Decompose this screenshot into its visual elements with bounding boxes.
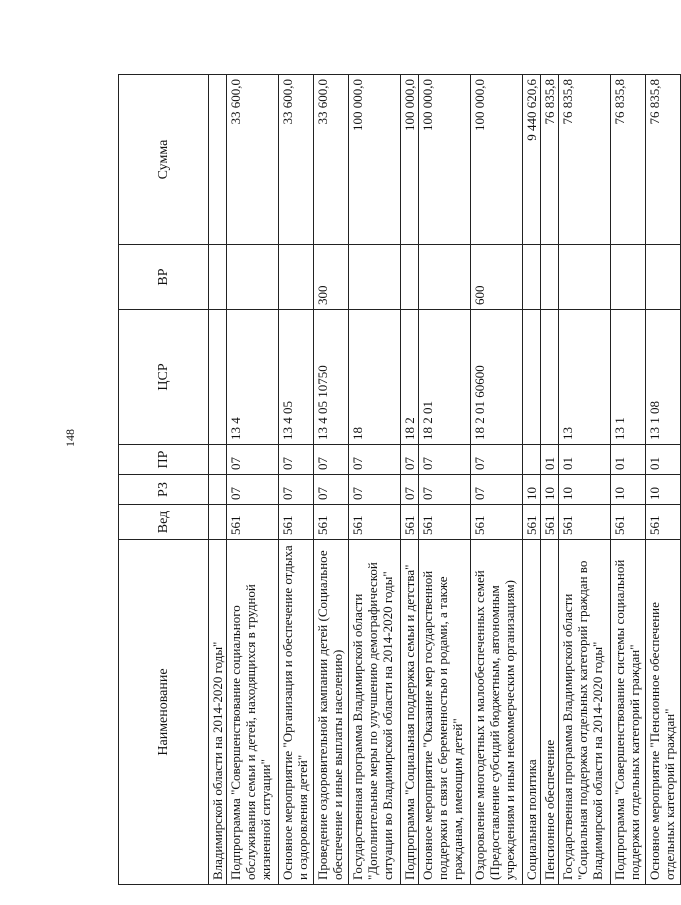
cell-vr xyxy=(209,245,227,310)
cell-rz: 10 xyxy=(523,475,541,505)
table-row xyxy=(559,75,611,885)
cell-rz: 07 xyxy=(227,475,279,505)
cell-csr: 13 4 05 10750 xyxy=(314,310,349,445)
cell-rz: 10 xyxy=(646,475,681,505)
cell-rz: 07 xyxy=(314,475,349,505)
table-row xyxy=(209,75,227,885)
cell-sum: 76 835,8 xyxy=(611,75,646,245)
cell-sum xyxy=(209,75,227,245)
cell-name: Подпрограмма "Социальная поддержка семьи и детства" xyxy=(401,540,419,885)
cell-vr xyxy=(279,245,314,310)
cell-vr xyxy=(523,245,541,310)
cell-vr xyxy=(559,245,611,310)
cell-sum: 100 000,0 xyxy=(471,75,523,245)
cell-rz: 10 xyxy=(611,475,646,505)
cell-name: Оздоровление многодетных и малообеспеченных семей (Предоставление субсидий бюджетным, автономным учреждениям и иным некоммерческим организациям) xyxy=(471,540,523,885)
table-row xyxy=(349,75,401,885)
cell-pr xyxy=(209,445,227,475)
cell-csr: 13 4 05 xyxy=(279,310,314,445)
cell-pr: 07 xyxy=(401,445,419,475)
cell-vr xyxy=(401,245,419,310)
cell-sum: 76 835,8 xyxy=(646,75,681,245)
cell-sum: 100 000,0 xyxy=(401,75,419,245)
page-number: 148 xyxy=(63,429,77,447)
cell-name: Владимирской области на 2014-2020 годы" xyxy=(209,540,227,885)
cell-sum: 100 000,0 xyxy=(349,75,401,245)
table-row xyxy=(471,75,523,885)
cell-sum: 100 000,0 xyxy=(419,75,471,245)
cell-ved: 561 xyxy=(279,505,314,540)
cell-pr: 07 xyxy=(227,445,279,475)
cell-sum: 33 600,0 xyxy=(227,75,279,245)
header-name: Наименование xyxy=(119,540,209,885)
cell-name: Проведение оздоровительной кампании детей (Социальное обеспечение и иные выплаты населению) xyxy=(314,540,349,885)
cell-pr: 07 xyxy=(279,445,314,475)
cell-ved: 561 xyxy=(611,505,646,540)
cell-csr: 13 1 xyxy=(611,310,646,445)
header-rz: РЗ xyxy=(119,475,209,505)
cell-name: Подпрограмма "Совершенствование социального обслуживания семьи и детей, находящихся в трудной жизненной ситуации" xyxy=(227,540,279,885)
cell-name: Основное мероприятие "Оказание мер государственной поддержки в связи с беременностью и родами, а также гражданам, имеющим детей" xyxy=(419,540,471,885)
table-row xyxy=(279,75,314,885)
header-sum: Сумма xyxy=(119,75,209,245)
rotated-table-container xyxy=(118,75,677,885)
header-vr: ВР xyxy=(119,245,209,310)
cell-rz xyxy=(209,475,227,505)
cell-rz: 07 xyxy=(279,475,314,505)
cell-sum: 76 835,8 xyxy=(559,75,611,245)
cell-ved xyxy=(209,505,227,540)
cell-csr xyxy=(523,310,541,445)
header-ved: Вед xyxy=(119,505,209,540)
cell-csr: 18 2 xyxy=(401,310,419,445)
cell-vr xyxy=(646,245,681,310)
cell-pr: 01 xyxy=(559,445,611,475)
cell-csr: 18 2 01 xyxy=(419,310,471,445)
cell-csr xyxy=(541,310,559,445)
cell-ved: 561 xyxy=(314,505,349,540)
table-row xyxy=(419,75,471,885)
cell-csr: 13 4 xyxy=(227,310,279,445)
cell-ved: 561 xyxy=(559,505,611,540)
cell-name: Подпрограмма "Совершенствование системы социальной поддержки отдельных категорий граждан" xyxy=(611,540,646,885)
cell-name: Основное мероприятие "Пенсионное обеспечение отдельных категорий граждан" xyxy=(646,540,681,885)
table-row xyxy=(401,75,419,885)
cell-vr: 600 xyxy=(471,245,523,310)
table-row xyxy=(523,75,541,885)
cell-sum: 33 600,0 xyxy=(314,75,349,245)
cell-pr: 07 xyxy=(314,445,349,475)
cell-rz: 10 xyxy=(541,475,559,505)
cell-rz: 07 xyxy=(471,475,523,505)
cell-vr xyxy=(419,245,471,310)
cell-pr: 07 xyxy=(349,445,401,475)
cell-rz: 07 xyxy=(401,475,419,505)
cell-sum: 33 600,0 xyxy=(279,75,314,245)
budget-table xyxy=(118,74,681,885)
cell-rz: 10 xyxy=(559,475,611,505)
cell-ved: 561 xyxy=(523,505,541,540)
cell-vr xyxy=(611,245,646,310)
cell-name: Пенсионное обеспечение xyxy=(541,540,559,885)
table-row xyxy=(227,75,279,885)
cell-pr: 01 xyxy=(611,445,646,475)
cell-ved: 561 xyxy=(419,505,471,540)
table-row xyxy=(611,75,646,885)
cell-vr xyxy=(349,245,401,310)
cell-pr: 07 xyxy=(471,445,523,475)
cell-pr: 01 xyxy=(646,445,681,475)
cell-ved: 561 xyxy=(401,505,419,540)
cell-ved: 561 xyxy=(541,505,559,540)
cell-pr: 07 xyxy=(419,445,471,475)
cell-pr xyxy=(523,445,541,475)
cell-name: Социальная политика xyxy=(523,540,541,885)
cell-rz: 07 xyxy=(419,475,471,505)
cell-ved: 561 xyxy=(646,505,681,540)
cell-vr: 300 xyxy=(314,245,349,310)
cell-csr: 13 xyxy=(559,310,611,445)
header-csr: ЦСР xyxy=(119,310,209,445)
cell-ved: 561 xyxy=(227,505,279,540)
cell-name: Основное мероприятие "Организация и обеспечение отдыха и оздоровления детей" xyxy=(279,540,314,885)
table-row xyxy=(646,75,681,885)
cell-rz: 07 xyxy=(349,475,401,505)
cell-sum: 9 440 620,6 xyxy=(523,75,541,245)
cell-pr: 01 xyxy=(541,445,559,475)
cell-vr xyxy=(541,245,559,310)
cell-ved: 561 xyxy=(349,505,401,540)
cell-csr xyxy=(209,310,227,445)
cell-sum: 76 835,8 xyxy=(541,75,559,245)
cell-csr: 13 1 08 xyxy=(646,310,681,445)
cell-name: Государственная программа Владимирской области "Дополнительные меры по улучшению демографической ситуации во Владимирской области на 2014-2020 годы" xyxy=(349,540,401,885)
cell-csr: 18 xyxy=(349,310,401,445)
table-row xyxy=(314,75,349,885)
cell-csr: 18 2 01 60600 xyxy=(471,310,523,445)
header-pr: ПР xyxy=(119,445,209,475)
cell-name: Государственная программа Владимирской области "Социальная поддержка отдельных категорий граждан во Владимирской области на 2014-2020 годы" xyxy=(559,540,611,885)
header-row xyxy=(119,75,209,885)
cell-ved: 561 xyxy=(471,505,523,540)
cell-vr xyxy=(227,245,279,310)
table-row xyxy=(541,75,559,885)
